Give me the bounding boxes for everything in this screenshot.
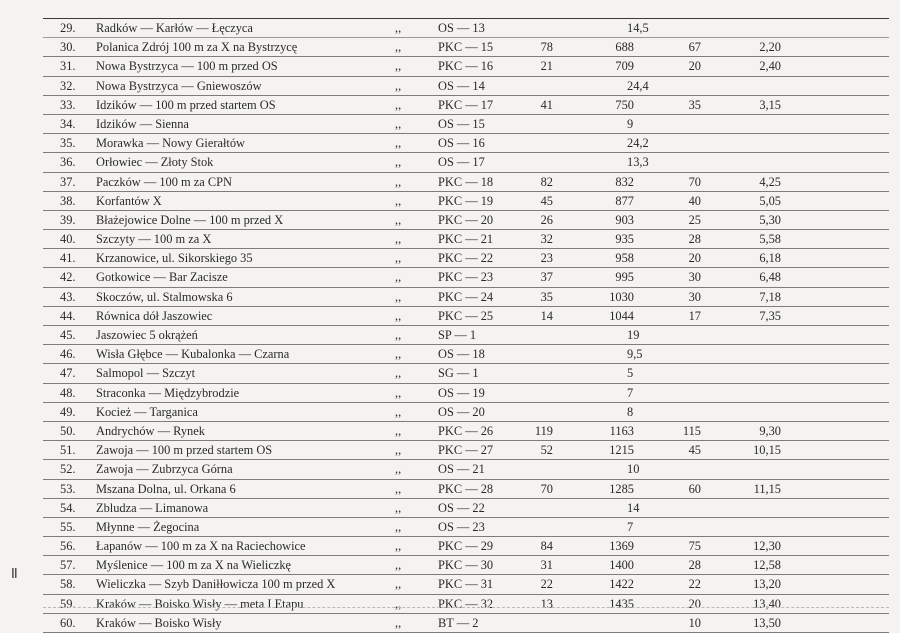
table-row <box>43 384 889 403</box>
row-number: 40. <box>60 232 76 247</box>
bottom-rule <box>43 607 889 608</box>
route-table <box>43 18 889 633</box>
cumulative-time: 10,15 <box>753 443 781 458</box>
cumulative-distance: 1400 <box>609 558 634 573</box>
table-row <box>43 537 889 556</box>
checkpoint-code: PKC — 32 <box>438 596 494 611</box>
cumulative-distance: 832 <box>615 174 634 189</box>
route-description: Radków — Karłów — Łęczyca <box>96 21 253 35</box>
route-description: Korfantów X <box>96 193 162 208</box>
table-row <box>43 326 889 345</box>
cumulative-time: 12,30 <box>753 539 781 554</box>
stage-length: 5 <box>627 366 634 381</box>
table-row <box>43 192 889 211</box>
cumulative-distance: 709 <box>615 59 634 74</box>
stage-length: 8 <box>627 404 634 419</box>
ditto-mark: ,, <box>395 328 402 342</box>
route-description: Straconka — Międzybrodzie <box>96 385 240 400</box>
cumulative-time: 5,58 <box>759 232 781 247</box>
cumulative-time: 2,20 <box>759 40 781 55</box>
row-number: 32. <box>60 78 76 93</box>
route-description: Nowa Bystrzyca — 100 m przed OS <box>96 59 278 74</box>
segment-time: 28 <box>688 558 701 573</box>
table-row <box>43 230 889 249</box>
row-number: 53. <box>60 481 76 496</box>
row-number: 39. <box>60 212 76 227</box>
cumulative-time: 7,35 <box>759 308 781 323</box>
cumulative-distance: 1215 <box>609 443 634 458</box>
cumulative-time: 4,25 <box>759 174 781 189</box>
route-description: Równica dół Jaszowiec <box>96 308 213 323</box>
segment-distance: 70 <box>540 481 553 496</box>
ditto-mark: ,, <box>395 366 402 381</box>
checkpoint-code: SP — 1 <box>438 328 477 342</box>
row-number: 43. <box>60 289 76 304</box>
checkpoint-code: PKC — 27 <box>438 443 494 458</box>
cumulative-distance: 750 <box>615 97 634 112</box>
segment-time: 30 <box>688 289 701 304</box>
segment-distance: 31 <box>540 558 553 573</box>
route-description: Andrychów — Rynek <box>96 423 205 438</box>
route-description: Polanica Zdrój 100 m za X na Bystrzycę <box>96 40 298 55</box>
page-margin-mark: II <box>11 567 17 582</box>
cumulative-distance: 1369 <box>609 539 634 554</box>
segment-time: 10 <box>688 615 701 630</box>
row-number: 50. <box>60 423 76 438</box>
ditto-mark: ,, <box>395 577 402 592</box>
segment-time: 35 <box>688 97 701 112</box>
segment-time: 70 <box>688 174 701 189</box>
route-description: Zawoja — 100 m przed startem OS <box>96 443 273 458</box>
segment-time: 17 <box>688 308 701 323</box>
segment-distance: 82 <box>540 174 553 189</box>
row-number: 51. <box>60 443 76 458</box>
table-row <box>43 307 889 326</box>
route-description: Gotkowice — Bar Zacisze <box>96 270 228 285</box>
ditto-mark: ,, <box>395 404 402 419</box>
checkpoint-code: PKC — 19 <box>438 193 494 208</box>
row-number: 54. <box>60 500 76 515</box>
row-number: 56. <box>60 539 76 554</box>
cumulative-distance: 958 <box>615 251 634 266</box>
row-number: 47. <box>60 366 76 381</box>
cumulative-time: 6,18 <box>759 251 781 266</box>
route-description: Zbludza — Limanowa <box>96 500 209 515</box>
segment-time: 20 <box>688 596 701 611</box>
ditto-mark: ,, <box>395 251 402 266</box>
ditto-mark: ,, <box>395 212 402 227</box>
ditto-mark: ,, <box>395 289 402 304</box>
route-description: Myślenice — 100 m za X na Wieliczkę <box>96 558 292 573</box>
stage-length: 13,3 <box>627 155 649 170</box>
ditto-mark: ,, <box>395 481 402 496</box>
ditto-mark: ,, <box>395 40 402 55</box>
row-number: 34. <box>60 116 76 131</box>
table-row <box>43 422 889 441</box>
route-description: Kraków — Boisko Wisły — meta I Etapu <box>96 596 304 611</box>
table-row <box>43 249 889 268</box>
ditto-mark: ,, <box>395 136 402 151</box>
row-number: 36. <box>60 155 76 170</box>
cumulative-time: 6,48 <box>759 270 781 285</box>
table-row <box>43 364 889 383</box>
cumulative-distance: 995 <box>615 270 634 285</box>
stage-length: 14 <box>627 500 640 515</box>
ditto-mark: ,, <box>395 155 402 170</box>
route-description: Orłowiec — Złoty Stok <box>96 155 214 170</box>
table-row <box>43 575 889 594</box>
table-row <box>43 345 889 364</box>
cumulative-time: 2,40 <box>759 59 781 74</box>
table-row <box>43 96 889 115</box>
stage-length: 10 <box>627 462 640 477</box>
route-description: Kraków — Boisko Wisły <box>96 615 222 630</box>
checkpoint-code: OS — 13 <box>438 21 485 35</box>
route-description: Salmopol — Szczyt <box>96 366 196 381</box>
checkpoint-code: BT — 2 <box>438 615 479 630</box>
checkpoint-code: PKC — 20 <box>438 212 494 227</box>
route-description: Idzików — Sienna <box>96 116 189 131</box>
checkpoint-code: PKC — 22 <box>438 251 494 266</box>
stage-length: 9 <box>627 116 634 131</box>
table-row <box>43 460 889 479</box>
route-description: Młynne — Żegocina <box>96 519 200 534</box>
checkpoint-code: OS — 14 <box>438 78 485 93</box>
checkpoint-code: OS — 21 <box>438 462 485 477</box>
cumulative-distance: 1163 <box>609 423 634 438</box>
segment-distance: 78 <box>540 40 553 55</box>
segment-time: 45 <box>688 443 701 458</box>
ditto-mark: ,, <box>395 385 402 400</box>
table-row <box>43 134 889 153</box>
segment-time: 25 <box>688 212 701 227</box>
segment-distance: 52 <box>540 443 553 458</box>
segment-distance: 22 <box>540 577 553 592</box>
segment-time: 60 <box>688 481 701 496</box>
route-description: Zawoja — Zubrzyca Górna <box>96 462 233 477</box>
ditto-mark: ,, <box>395 97 402 112</box>
route-description: Skoczów, ul. Stalmowska 6 <box>96 289 233 304</box>
checkpoint-code: PKC — 23 <box>438 270 494 285</box>
segment-time: 67 <box>688 40 701 55</box>
row-number: 41. <box>60 251 76 266</box>
route-description: Błażejowice Dolne — 100 m przed X <box>96 212 284 227</box>
cumulative-time: 5,05 <box>759 193 781 208</box>
row-number: 58. <box>60 577 76 592</box>
cumulative-distance: 903 <box>615 212 634 227</box>
route-description: Morawka — Nowy Gierałtów <box>96 136 245 151</box>
row-number: 37. <box>60 174 76 189</box>
table-row <box>43 115 889 134</box>
ditto-mark: ,, <box>395 308 402 323</box>
ditto-mark: ,, <box>395 174 402 189</box>
cumulative-distance: 1044 <box>609 308 634 323</box>
ditto-mark: ,, <box>395 500 402 515</box>
row-number: 55. <box>60 519 76 534</box>
route-description: Łapanów — 100 m za X na Raciechowice <box>96 539 306 554</box>
segment-distance: 45 <box>540 193 553 208</box>
table-row <box>43 173 889 192</box>
route-description: Jaszowiec 5 okrążeń <box>96 328 198 342</box>
row-number: 33. <box>60 97 76 112</box>
cumulative-distance: 1422 <box>609 577 634 592</box>
cumulative-time: 12,58 <box>753 558 781 573</box>
table-row <box>43 77 889 96</box>
route-description: Mszana Dolna, ul. Orkana 6 <box>96 481 236 496</box>
checkpoint-code: PKC — 21 <box>438 232 494 247</box>
route-description: Wieliczka — Szyb Daniłłowicza 100 m przed X <box>96 577 336 592</box>
table-row <box>43 211 889 230</box>
segment-distance: 41 <box>540 97 553 112</box>
segment-time: 75 <box>688 539 701 554</box>
cumulative-time: 5,30 <box>759 212 781 227</box>
checkpoint-code: PKC — 29 <box>438 539 494 554</box>
ditto-mark: ,, <box>395 558 402 573</box>
row-number: 52. <box>60 462 76 477</box>
checkpoint-code: PKC — 24 <box>438 289 494 304</box>
segment-time: 28 <box>688 232 701 247</box>
cumulative-time: 13,40 <box>753 596 781 611</box>
table-row <box>43 518 889 537</box>
row-number: 48. <box>60 385 76 400</box>
row-number: 59. <box>60 596 76 611</box>
checkpoint-code: OS — 18 <box>438 347 485 362</box>
segment-distance: 32 <box>540 232 553 247</box>
table-row <box>43 480 889 499</box>
ditto-mark: ,, <box>395 21 402 35</box>
checkpoint-code: PKC — 25 <box>438 308 494 323</box>
segment-distance: 37 <box>540 270 553 285</box>
cumulative-distance: 1285 <box>609 481 634 496</box>
segment-distance: 119 <box>534 423 553 438</box>
cumulative-time: 7,18 <box>759 289 781 304</box>
table-row <box>43 288 889 307</box>
checkpoint-code: OS — 16 <box>438 136 485 151</box>
checkpoint-code: OS — 20 <box>438 404 485 419</box>
table-row <box>43 403 889 422</box>
ditto-mark: ,, <box>395 539 402 554</box>
segment-distance: 13 <box>540 596 553 611</box>
ditto-mark: ,, <box>395 615 402 630</box>
checkpoint-code: OS — 22 <box>438 500 485 515</box>
table-row <box>43 499 889 518</box>
segment-distance: 23 <box>540 251 553 266</box>
checkpoint-code: SG — 1 <box>438 366 479 381</box>
checkpoint-code: PKC — 16 <box>438 59 494 74</box>
checkpoint-code: OS — 23 <box>438 519 485 534</box>
checkpoint-code: PKC — 30 <box>438 558 494 573</box>
checkpoint-code: PKC — 17 <box>438 97 494 112</box>
stage-length: 7 <box>627 519 634 534</box>
table-row <box>43 57 889 76</box>
cumulative-time: 11,15 <box>753 481 781 496</box>
route-description: Idzików — 100 m przed startem OS <box>96 97 276 112</box>
stage-length: 19 <box>627 328 640 342</box>
segment-distance: 14 <box>540 308 553 323</box>
cumulative-distance: 935 <box>615 232 634 247</box>
ditto-mark: ,, <box>395 519 402 534</box>
checkpoint-code: PKC — 18 <box>438 174 494 189</box>
ditto-mark: ,, <box>395 116 402 131</box>
table-row <box>43 268 889 287</box>
row-number: 38. <box>60 193 76 208</box>
route-description: Wisła Głębce — Kubalonka — Czarna <box>96 347 290 362</box>
row-number: 45. <box>60 328 76 342</box>
table-row <box>43 38 889 57</box>
checkpoint-code: PKC — 26 <box>438 423 494 438</box>
stage-length: 7 <box>627 385 634 400</box>
ditto-mark: ,, <box>395 232 402 247</box>
table-row <box>43 441 889 460</box>
table-row <box>43 556 889 575</box>
row-number: 35. <box>60 136 76 151</box>
checkpoint-code: PKC — 15 <box>438 40 494 55</box>
segment-time: 40 <box>688 193 701 208</box>
cumulative-time: 3,15 <box>759 97 781 112</box>
ditto-mark: ,, <box>395 270 402 285</box>
ditto-mark: ,, <box>395 462 402 477</box>
checkpoint-code: PKC — 31 <box>438 577 494 592</box>
route-description: Paczków — 100 m za CPN <box>96 174 232 189</box>
stage-length: 9,5 <box>627 347 643 362</box>
ditto-mark: ,, <box>395 423 402 438</box>
ditto-mark: ,, <box>395 347 402 362</box>
route-description: Kocież — Targanica <box>96 404 198 419</box>
segment-distance: 35 <box>540 289 553 304</box>
segment-time: 22 <box>688 577 701 592</box>
table-row <box>43 153 889 172</box>
checkpoint-code: PKC — 28 <box>438 481 494 496</box>
ditto-mark: ,, <box>395 443 402 458</box>
cumulative-distance: 1435 <box>609 596 634 611</box>
route-description: Nowa Bystrzyca — Gniewoszów <box>96 78 262 93</box>
row-number: 46. <box>60 347 76 362</box>
route-description: Szczyty — 100 m za X <box>96 232 212 247</box>
cumulative-distance: 1030 <box>609 289 634 304</box>
row-number: 30. <box>60 40 76 55</box>
cumulative-distance: 688 <box>615 40 634 55</box>
segment-time: 30 <box>688 270 701 285</box>
row-number: 29. <box>60 21 76 35</box>
table-row <box>43 595 889 614</box>
stage-length: 24,2 <box>627 136 649 151</box>
segment-time: 115 <box>682 423 701 438</box>
segment-time: 20 <box>688 251 701 266</box>
checkpoint-code: OS — 15 <box>438 116 485 131</box>
cumulative-time: 13,20 <box>753 577 781 592</box>
stage-length: 14,5 <box>627 21 649 35</box>
checkpoint-code: OS — 19 <box>438 385 485 400</box>
cumulative-distance: 877 <box>615 193 634 208</box>
route-description: Krzanowice, ul. Sikorskiego 35 <box>96 251 253 266</box>
segment-time: 20 <box>688 59 701 74</box>
segment-distance: 84 <box>540 539 553 554</box>
segment-distance: 21 <box>540 59 553 74</box>
ditto-mark: ,, <box>395 596 402 611</box>
row-number: 42. <box>60 270 76 285</box>
row-number: 49. <box>60 404 76 419</box>
row-number: 31. <box>60 59 76 74</box>
cumulative-time: 13,50 <box>753 615 781 630</box>
stage-length: 24,4 <box>627 78 649 93</box>
row-number: 60. <box>60 615 76 630</box>
row-number: 57. <box>60 558 76 573</box>
row-number: 44. <box>60 308 76 323</box>
cumulative-time: 9,30 <box>759 423 781 438</box>
ditto-mark: ,, <box>395 193 402 208</box>
checkpoint-code: OS — 17 <box>438 155 485 170</box>
segment-distance: 26 <box>540 212 553 227</box>
table-row <box>43 614 889 633</box>
table-row <box>43 19 889 38</box>
ditto-mark: ,, <box>395 59 402 74</box>
ditto-mark: ,, <box>395 78 402 93</box>
